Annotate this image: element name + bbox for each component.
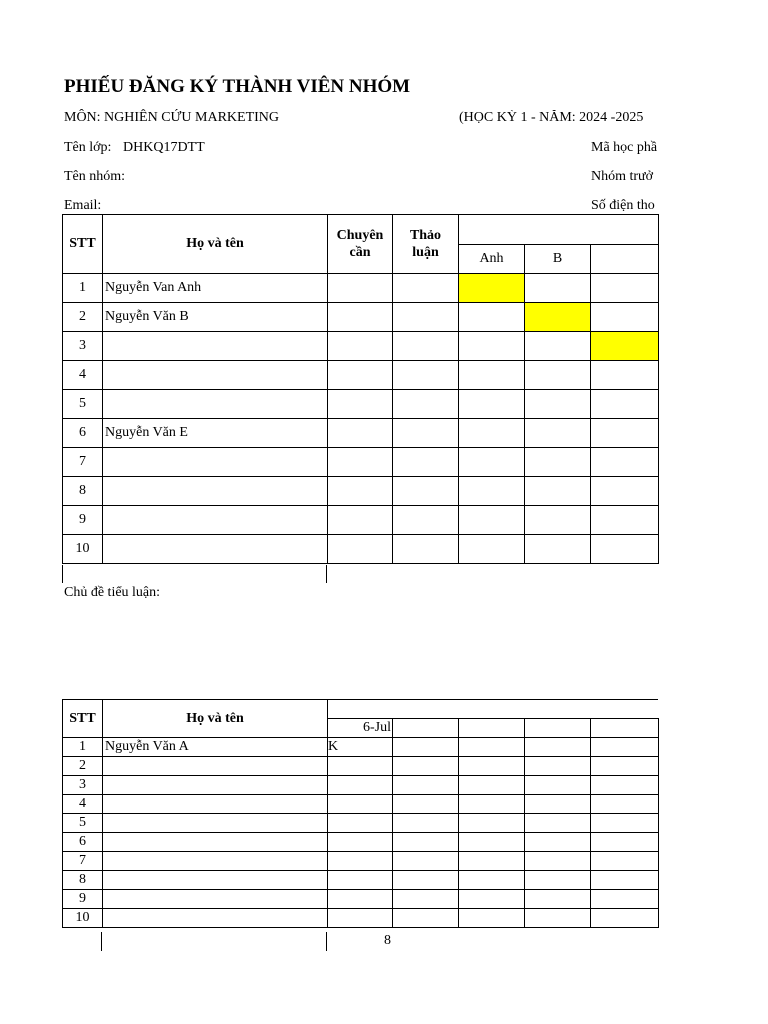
row-name[interactable] bbox=[103, 332, 328, 361]
table-row bbox=[63, 776, 659, 795]
course-code-label: Mã học phầ bbox=[591, 140, 657, 155]
cell[interactable] bbox=[328, 477, 393, 506]
row-stt: 3 bbox=[63, 332, 103, 361]
attendance-table bbox=[62, 699, 659, 928]
table-row bbox=[63, 852, 659, 871]
attendance-cell[interactable] bbox=[328, 757, 393, 776]
cell[interactable] bbox=[393, 274, 459, 303]
cell[interactable] bbox=[393, 833, 459, 852]
cell[interactable] bbox=[525, 871, 591, 890]
header-date bbox=[525, 719, 591, 738]
cell[interactable] bbox=[459, 890, 525, 909]
grid-line bbox=[101, 932, 102, 951]
table-row bbox=[63, 477, 659, 506]
row-stt: 3 bbox=[63, 776, 103, 795]
row-name[interactable] bbox=[103, 833, 328, 852]
cell[interactable] bbox=[328, 506, 393, 535]
cell[interactable] bbox=[328, 332, 393, 361]
header-date bbox=[591, 719, 659, 738]
table-row bbox=[63, 833, 659, 852]
header-date bbox=[393, 719, 459, 738]
cell[interactable] bbox=[459, 852, 525, 871]
attendance-cell[interactable] bbox=[328, 890, 393, 909]
cell[interactable] bbox=[459, 332, 525, 361]
cell[interactable] bbox=[459, 871, 525, 890]
row-stt: 7 bbox=[63, 448, 103, 477]
cell[interactable] bbox=[459, 795, 525, 814]
cell[interactable] bbox=[459, 814, 525, 833]
row-stt: 4 bbox=[63, 795, 103, 814]
table-row bbox=[63, 332, 659, 361]
row-stt: 8 bbox=[63, 477, 103, 506]
table-row bbox=[63, 303, 659, 332]
cell[interactable] bbox=[591, 814, 659, 833]
table-row bbox=[63, 535, 659, 564]
cell[interactable] bbox=[328, 390, 393, 419]
cell[interactable] bbox=[393, 448, 459, 477]
group-name-label: Tên nhóm: bbox=[64, 169, 126, 184]
attendance-cell[interactable] bbox=[328, 795, 393, 814]
row-stt: 7 bbox=[63, 852, 103, 871]
cell[interactable] bbox=[393, 361, 459, 390]
group-leader-label: Nhóm trưở bbox=[591, 169, 654, 184]
cell[interactable] bbox=[459, 419, 525, 448]
header-full-name: Họ và tên bbox=[103, 700, 328, 738]
cell[interactable] bbox=[525, 448, 591, 477]
cell[interactable] bbox=[459, 757, 525, 776]
cell[interactable] bbox=[525, 419, 591, 448]
row-name[interactable] bbox=[103, 890, 328, 909]
cell[interactable] bbox=[591, 535, 659, 564]
row-name[interactable] bbox=[103, 506, 328, 535]
cell[interactable] bbox=[591, 909, 659, 928]
cell[interactable] bbox=[525, 814, 591, 833]
table-row bbox=[63, 419, 659, 448]
attendance-cell[interactable] bbox=[328, 909, 393, 928]
cell[interactable] bbox=[591, 738, 659, 757]
cell[interactable] bbox=[393, 757, 459, 776]
row-name[interactable]: Nguyễn Văn A bbox=[103, 738, 328, 757]
member-registration-table bbox=[62, 214, 659, 564]
cell[interactable] bbox=[459, 776, 525, 795]
row-name[interactable] bbox=[103, 757, 328, 776]
row-stt: 5 bbox=[63, 390, 103, 419]
table-row bbox=[63, 506, 659, 535]
cell[interactable] bbox=[459, 833, 525, 852]
row-name[interactable] bbox=[103, 795, 328, 814]
cell[interactable] bbox=[393, 738, 459, 757]
cell[interactable] bbox=[525, 390, 591, 419]
table-row bbox=[63, 909, 659, 928]
cell[interactable] bbox=[393, 419, 459, 448]
cell[interactable] bbox=[393, 332, 459, 361]
cell[interactable] bbox=[459, 477, 525, 506]
row-stt: 1 bbox=[63, 274, 103, 303]
highlight-cell[interactable] bbox=[591, 332, 659, 361]
grid-line bbox=[326, 565, 327, 583]
cell[interactable] bbox=[591, 303, 659, 332]
cell[interactable] bbox=[328, 361, 393, 390]
cell[interactable] bbox=[525, 738, 591, 757]
cell[interactable] bbox=[525, 506, 591, 535]
cell[interactable] bbox=[591, 390, 659, 419]
row-name[interactable] bbox=[103, 776, 328, 795]
attendance-cell[interactable] bbox=[328, 852, 393, 871]
header-dates-group bbox=[328, 700, 659, 719]
cell[interactable] bbox=[393, 795, 459, 814]
row-stt: 6 bbox=[63, 419, 103, 448]
row-name[interactable] bbox=[103, 909, 328, 928]
cell[interactable] bbox=[591, 871, 659, 890]
cell[interactable] bbox=[393, 506, 459, 535]
cell[interactable] bbox=[393, 871, 459, 890]
table-row bbox=[63, 890, 659, 909]
row-stt: 1 bbox=[63, 738, 103, 757]
cell[interactable] bbox=[393, 390, 459, 419]
attendance-cell[interactable] bbox=[328, 833, 393, 852]
header-attendance: Chuyên cần bbox=[328, 215, 393, 274]
cell[interactable] bbox=[591, 419, 659, 448]
row-name[interactable] bbox=[103, 814, 328, 833]
cell[interactable] bbox=[393, 852, 459, 871]
cell[interactable] bbox=[459, 390, 525, 419]
cell[interactable] bbox=[591, 274, 659, 303]
cell[interactable] bbox=[591, 477, 659, 506]
cell[interactable] bbox=[591, 361, 659, 390]
cell[interactable] bbox=[591, 757, 659, 776]
header-stt: STT bbox=[63, 215, 103, 274]
cell[interactable] bbox=[525, 274, 591, 303]
row-name[interactable] bbox=[103, 361, 328, 390]
cell[interactable] bbox=[393, 776, 459, 795]
cell[interactable] bbox=[591, 852, 659, 871]
cell[interactable] bbox=[459, 303, 525, 332]
header-peer-anh: Anh bbox=[459, 245, 525, 274]
header-discussion: Thảo luận bbox=[393, 215, 459, 274]
cell[interactable] bbox=[459, 738, 525, 757]
cell[interactable] bbox=[591, 506, 659, 535]
attendance-cell[interactable] bbox=[328, 776, 393, 795]
row-stt: 4 bbox=[63, 361, 103, 390]
row-stt: 10 bbox=[63, 535, 103, 564]
cell[interactable] bbox=[525, 852, 591, 871]
row-name[interactable]: Nguyễn Van Anh bbox=[103, 274, 328, 303]
cell[interactable] bbox=[525, 757, 591, 776]
row-name[interactable]: Nguyễn Văn E bbox=[103, 419, 328, 448]
cell[interactable] bbox=[393, 814, 459, 833]
table-row bbox=[63, 795, 659, 814]
table-row bbox=[63, 390, 659, 419]
header-stt: STT bbox=[63, 700, 103, 738]
class-label: Tên lớp: bbox=[64, 140, 112, 155]
page-title: PHIẾU ĐĂNG KÝ THÀNH VIÊN NHÓM bbox=[64, 76, 411, 97]
row-name[interactable] bbox=[103, 871, 328, 890]
highlight-cell[interactable] bbox=[459, 274, 525, 303]
row-name[interactable] bbox=[103, 852, 328, 871]
row-stt: 2 bbox=[63, 303, 103, 332]
cell[interactable] bbox=[525, 361, 591, 390]
cell[interactable] bbox=[328, 419, 393, 448]
table-row bbox=[63, 448, 659, 477]
table-row bbox=[63, 361, 659, 390]
cell[interactable] bbox=[328, 448, 393, 477]
row-stt: 8 bbox=[63, 871, 103, 890]
cell[interactable] bbox=[591, 833, 659, 852]
cell[interactable] bbox=[459, 909, 525, 928]
table-row bbox=[63, 814, 659, 833]
attendance-cell[interactable]: K bbox=[328, 738, 393, 757]
table-row bbox=[63, 274, 659, 303]
header-date bbox=[459, 719, 525, 738]
cell[interactable] bbox=[393, 477, 459, 506]
essay-topic-label: Chủ đề tiểu luận: bbox=[64, 585, 161, 600]
cell[interactable] bbox=[525, 909, 591, 928]
cell[interactable] bbox=[393, 890, 459, 909]
row-name[interactable] bbox=[103, 477, 328, 506]
grid-line bbox=[62, 565, 63, 583]
class-value: DHKQ17DTT bbox=[123, 140, 205, 155]
cell[interactable] bbox=[591, 795, 659, 814]
cell[interactable] bbox=[525, 535, 591, 564]
row-name[interactable] bbox=[103, 535, 328, 564]
row-name[interactable] bbox=[103, 448, 328, 477]
cell[interactable] bbox=[591, 776, 659, 795]
email-label: Email: bbox=[64, 198, 102, 213]
attendance-cell[interactable] bbox=[328, 814, 393, 833]
row-stt: 2 bbox=[63, 757, 103, 776]
header-peer-group bbox=[459, 215, 659, 245]
cell[interactable] bbox=[525, 776, 591, 795]
row-stt: 10 bbox=[63, 909, 103, 928]
row-stt: 9 bbox=[63, 890, 103, 909]
cell[interactable] bbox=[459, 361, 525, 390]
cell[interactable] bbox=[328, 535, 393, 564]
cell[interactable] bbox=[393, 909, 459, 928]
cell[interactable] bbox=[591, 448, 659, 477]
subject-label: MÔN: NGHIÊN CỨU MARKETING bbox=[64, 110, 280, 125]
cell[interactable] bbox=[459, 448, 525, 477]
phone-label: Số điện tho bbox=[591, 198, 655, 213]
table-row bbox=[63, 871, 659, 890]
cell[interactable] bbox=[591, 890, 659, 909]
row-stt: 9 bbox=[63, 506, 103, 535]
cell[interactable] bbox=[459, 535, 525, 564]
semester-label: (HỌC KỲ 1 - NĂM: 2024 -2025 bbox=[459, 110, 644, 125]
cell[interactable] bbox=[393, 535, 459, 564]
cell[interactable] bbox=[328, 274, 393, 303]
attendance-total: 8 bbox=[384, 933, 391, 948]
highlight-cell[interactable] bbox=[525, 303, 591, 332]
cell[interactable] bbox=[328, 303, 393, 332]
row-stt: 6 bbox=[63, 833, 103, 852]
cell[interactable] bbox=[525, 890, 591, 909]
row-name[interactable]: Nguyễn Văn B bbox=[103, 303, 328, 332]
cell[interactable] bbox=[525, 833, 591, 852]
row-stt: 5 bbox=[63, 814, 103, 833]
cell[interactable] bbox=[525, 332, 591, 361]
cell[interactable] bbox=[393, 303, 459, 332]
header-peer-b: B bbox=[525, 245, 591, 274]
header-full-name: Họ và tên bbox=[103, 215, 328, 274]
header-peer-3 bbox=[591, 245, 659, 274]
attendance-cell[interactable] bbox=[328, 871, 393, 890]
header-date-1: 6-Jul bbox=[328, 719, 393, 738]
cell[interactable] bbox=[525, 795, 591, 814]
table-row bbox=[63, 738, 659, 757]
table-row bbox=[63, 757, 659, 776]
cell[interactable] bbox=[459, 506, 525, 535]
row-name[interactable] bbox=[103, 390, 328, 419]
cell[interactable] bbox=[525, 477, 591, 506]
